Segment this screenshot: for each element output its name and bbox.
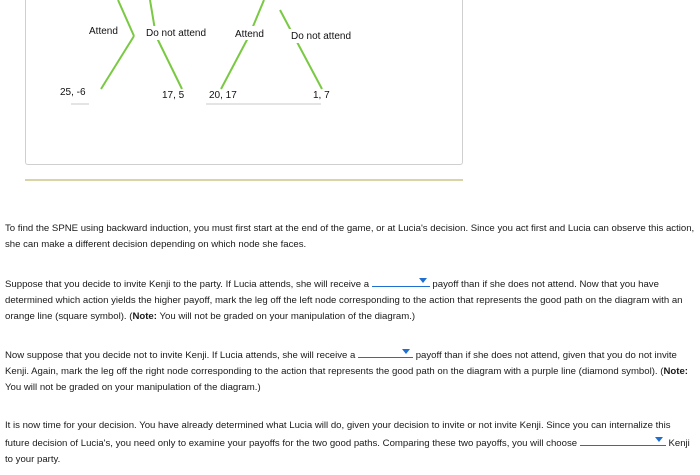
paragraph-2-text-c: You will not be graded on your manipulation of the diagram.) bbox=[156, 311, 416, 322]
payoff-2: 17, 5 bbox=[162, 90, 185, 101]
branch-stub-left bbox=[118, 0, 134, 36]
payoff-comparison-dropdown-2[interactable] bbox=[358, 346, 413, 358]
note-label: Note: bbox=[663, 366, 688, 377]
paragraph-1-text: To find the SPNE using backward induction, you must first start at the end of the game, or at Lucia's decision. Since you act first and Lucia can observe this action, she can make a different decision depending on which node she faces. bbox=[5, 223, 695, 250]
paragraph-3-text-b: payoff than if she does not attend, given that you do not invite Kenji. Again, mark the leg off the right node corresponding to the action that represents the good path on the diagram with a purple line (diamond symbol). ( bbox=[5, 350, 677, 377]
game-tree-diagram[interactable] bbox=[26, 0, 464, 165]
section-divider bbox=[25, 179, 463, 181]
paragraph-2-text-a: Suppose that you decide to invite Kenji to the party. If Lucia attends, she will receive a bbox=[5, 279, 370, 290]
payoff-3: 20, 17 bbox=[209, 90, 237, 101]
label-attend-left: Attend bbox=[89, 26, 118, 37]
game-tree-panel bbox=[25, 0, 463, 165]
invite-decision-dropdown[interactable] bbox=[580, 434, 666, 446]
branch-attend-left[interactable] bbox=[101, 36, 134, 89]
branch-not-attend-right[interactable] bbox=[280, 10, 322, 89]
branch-not-attend-left[interactable] bbox=[156, 36, 182, 89]
label-attend-right: Attend bbox=[235, 29, 264, 40]
chevron-down-icon bbox=[655, 437, 663, 442]
paragraph-not-invite-kenji bbox=[5, 346, 695, 396]
paragraph-3-text-a: Now suppose that you decide not to invite Kenji. If Lucia attends, she will receive a bbox=[5, 350, 356, 361]
payoff-comparison-dropdown-1[interactable] bbox=[372, 275, 430, 287]
paragraph-backward-induction bbox=[5, 221, 695, 253]
note-label: Note: bbox=[132, 311, 157, 322]
chevron-down-icon bbox=[402, 349, 410, 354]
payoff-1: 25, -6 bbox=[60, 87, 86, 98]
branch-attend-right[interactable] bbox=[221, 36, 249, 89]
chevron-down-icon bbox=[419, 278, 427, 283]
paragraph-4-text-b: Kenji to your party. bbox=[5, 438, 690, 465]
label-not-attend-left: Do not attend bbox=[146, 28, 207, 39]
paragraph-2-text-b: payoff than if she does not attend. Now that you have determined which action yields the higher payoff, mark the leg off the left node corresponding to the action that represents the good path on the diagram with an orange line (square symbol). ( bbox=[5, 279, 683, 322]
paragraph-invite-kenji bbox=[5, 275, 695, 325]
label-not-attend-right: Do not attend bbox=[291, 31, 352, 42]
paragraph-3-text-c: You will not be graded on your manipulation of the diagram.) bbox=[5, 382, 261, 393]
paragraph-4-text-a: It is now time for your decision. You have already determined what Lucia will do, given your decision to invite or not invite Kenji. Since you can internalize this future decision of Lucia's, you need only to examine your payoffs for the two good paths. Comparing these two payoffs, you will choose bbox=[5, 420, 671, 449]
payoff-4: 1, 7 bbox=[313, 90, 330, 101]
paragraph-your-decision bbox=[5, 418, 695, 468]
